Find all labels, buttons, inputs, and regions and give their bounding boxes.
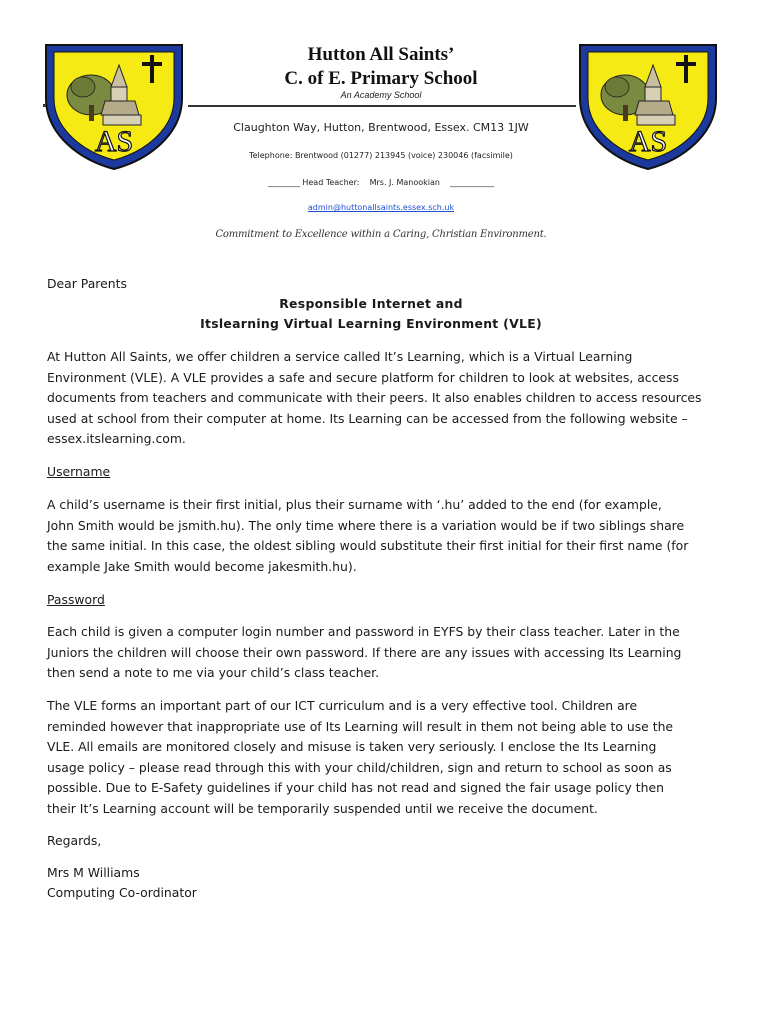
paragraph-line: the same initial. In this case, the oldest sibling would substitute their first initial for their first name (for (47, 538, 689, 554)
letter-title-line2: Itslearning Virtual Learning Environment (VLE) (200, 315, 542, 331)
username-heading: Username (47, 464, 111, 479)
paragraph-line: documents from teachers and communicate with their peers. It also enables children to access resources (47, 390, 702, 406)
school-crest-left (43, 43, 185, 171)
paragraph-vle-policy (47, 696, 707, 820)
password-heading: Password (47, 592, 105, 607)
crest-initials-right: AS (628, 125, 668, 158)
paragraph-line: example Jake Smith would become jakesmith.hu). (47, 558, 357, 574)
paragraph-line: Juniors the children will choose their own password. If there are any issues with accessing Its Learning (47, 644, 682, 660)
paragraph-intro (47, 347, 707, 450)
letter-title-line1: Responsible Internet and (279, 296, 463, 311)
stray-mark (43, 104, 46, 107)
paragraph-line: possible. Due to E-Safety guidelines if your child has not read and signed the fair usage policy then (47, 780, 664, 796)
paragraph-password (47, 622, 707, 684)
academy-label: An Academy School (340, 90, 422, 100)
paragraph-line: The VLE forms an important part of our ICT curriculum and is a very effective tool. Children are (47, 698, 638, 713)
paragraph-line: usage policy – please read through this with your child/children, sign and return to school as soon as (47, 759, 672, 775)
paragraph-line: VLE. All emails are monitored closely and misuse is taken very seriously. I enclose the Its Learning (47, 739, 657, 755)
header-divider (188, 105, 576, 107)
school-address: Claughton Way, Hutton, Brentwood, Essex. CM13 1JW (233, 121, 529, 134)
paragraph-line: At Hutton All Saints, we offer children a service called It’s Learning, which is a Virtual Learning (47, 349, 633, 364)
signoff-role: Computing Co-ordinator (47, 885, 197, 900)
school-email-link[interactable]: admin@huttonallsaints.essex.sch.uk (307, 203, 455, 212)
crest-initials-left: AS (94, 125, 134, 158)
paragraph-line: their It’s Learning account will be temporarily suspended until we receive the document. (47, 800, 598, 816)
signoff-name: Mrs M Williams (47, 865, 140, 880)
paragraph-line: A child’s username is their first initial, plus their surname with ‘.hu’ added to the end (for example, (47, 497, 662, 512)
school-crest-right (577, 43, 719, 171)
school-telephone: Telephone: Brentwood (01277) 213945 (voice) 230046 (facsimile) (249, 151, 513, 160)
paragraph-line: Each child is given a computer login number and password in EYFS by their class teacher. Later in the (47, 624, 680, 639)
paragraph-line: Environment (VLE). A VLE provides a safe and secure platform for children to look at websites, access (47, 369, 679, 385)
head-teacher-line: ________ Head Teacher: Mrs. J. Manookian ___________ (267, 178, 495, 187)
letter-regards: Regards, (47, 833, 102, 848)
school-motto: Commitment to Excellence within a Caring, Christian Environment. (215, 229, 547, 240)
paragraph-line: essex.itslearning.com. (47, 431, 186, 447)
paragraph-line: then send a note to me via your child’s class teacher. (47, 665, 380, 681)
letter-greeting: Dear Parents (47, 276, 127, 291)
school-name-line1: Hutton All Saints’ (307, 44, 455, 65)
paragraph-username (47, 495, 707, 577)
paragraph-line: used at school from their computer at home. Its Learning can be accessed from the following website – (47, 410, 688, 426)
paragraph-line: reminded however that inappropriate use of Its Learning will result in them not being able to use the (47, 718, 674, 734)
letter-title (47, 294, 695, 333)
paragraph-line: John Smith would be jsmith.hu). The only time where there is a variation would be if two siblings share (47, 517, 685, 533)
school-name-line2: C. of E. Primary School (284, 68, 478, 89)
